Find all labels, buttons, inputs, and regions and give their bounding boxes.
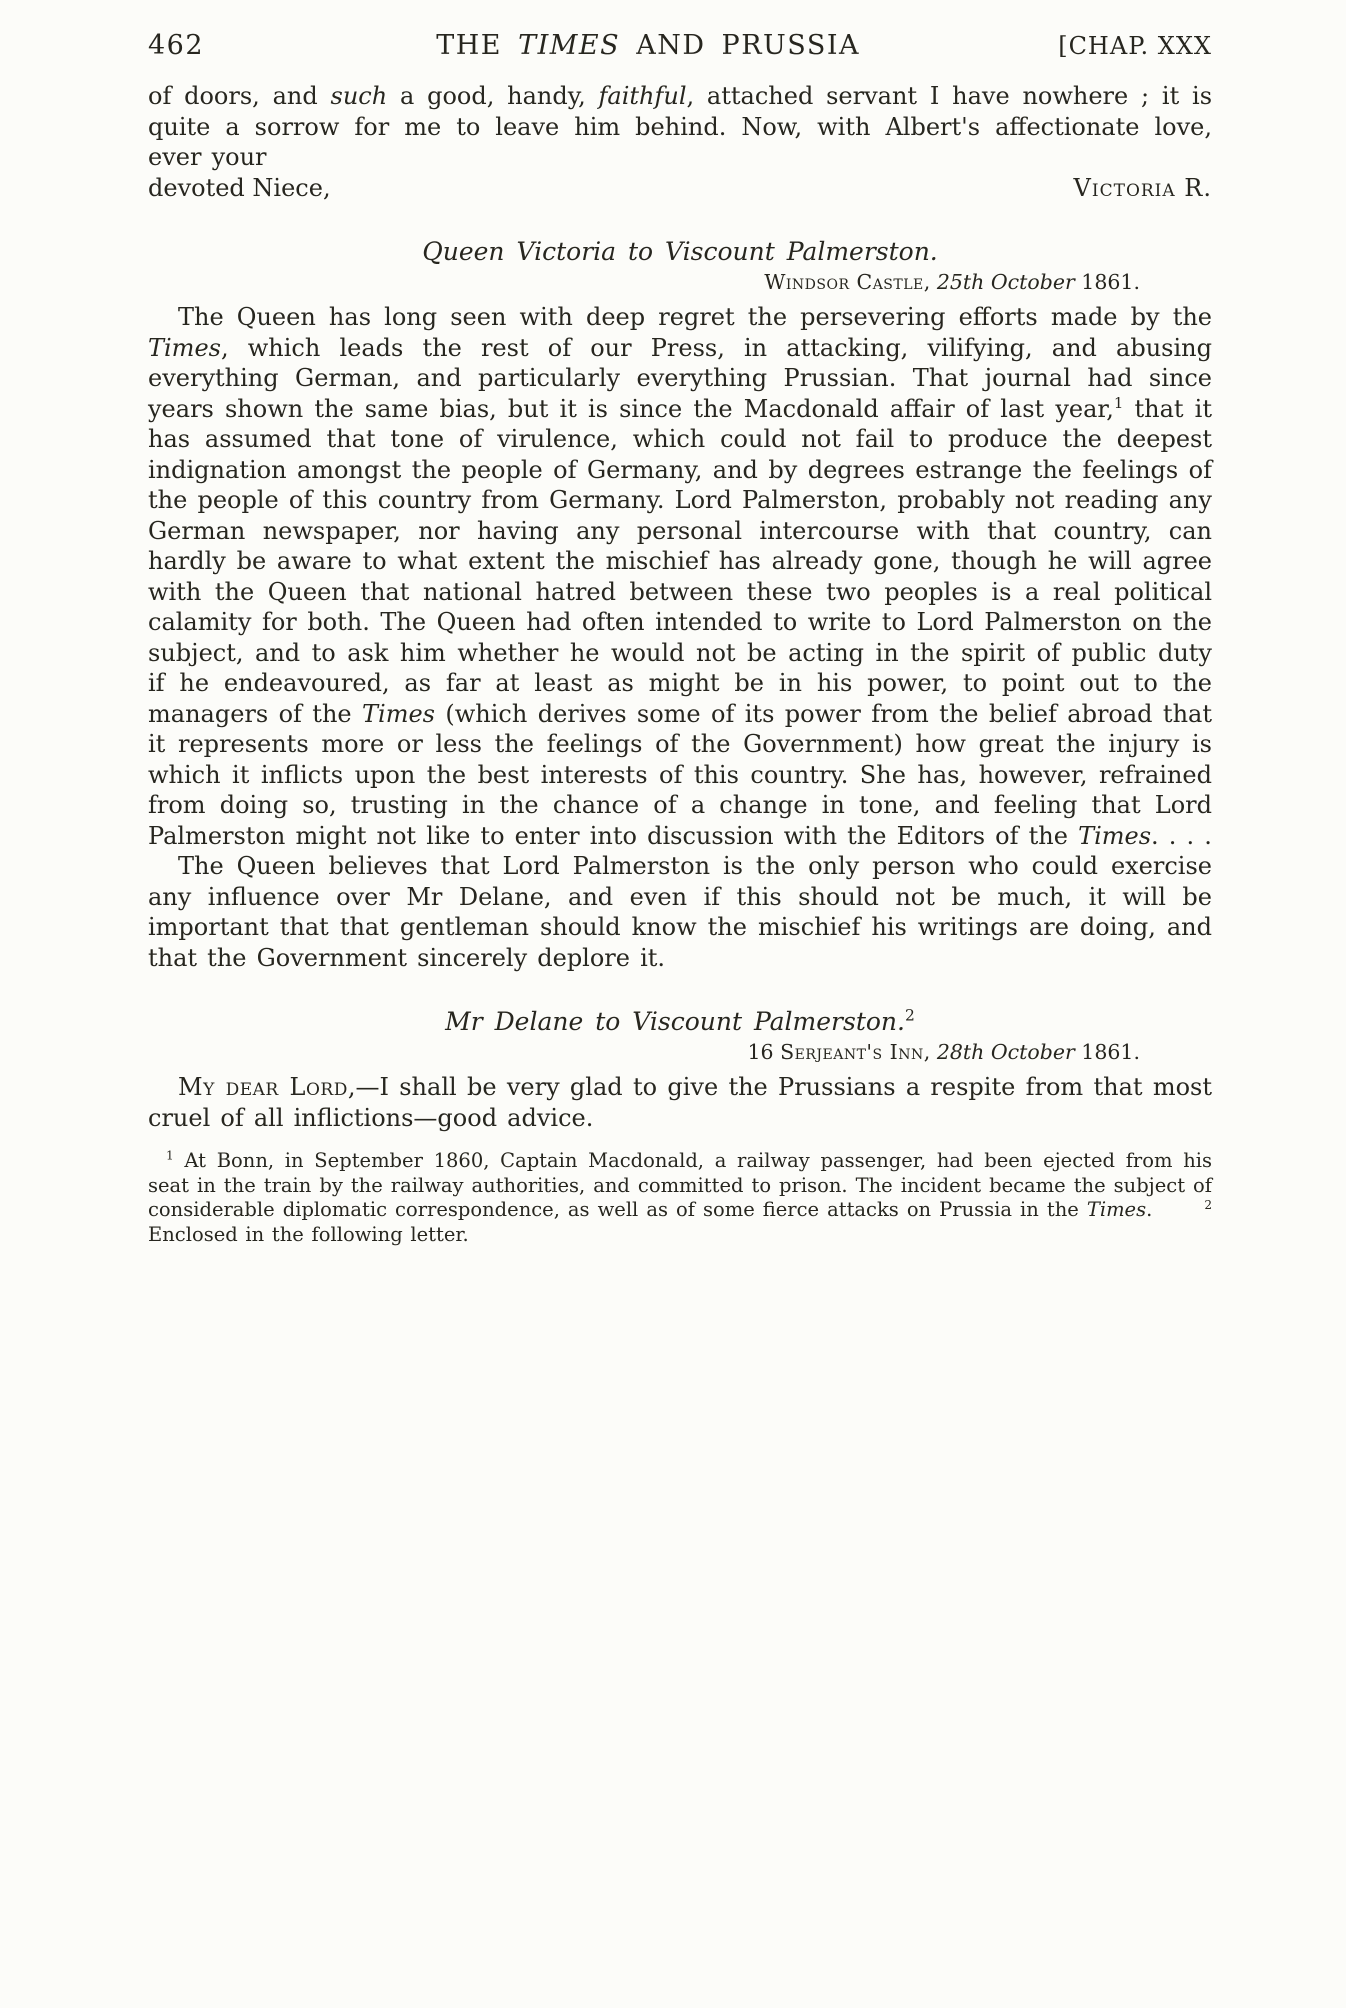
letter-paragraph: The Queen believes that Lord Palmerston is the only person who could exercise any influence over Mr Delane, and even if this should not be much, it will be important that that gentleman should know the mischief his writings are doing, and that the Government sincerely deplore it. [148,852,1212,972]
signature: Victoria R. [1073,173,1212,202]
running-title: THE TIMES AND PRUSSIA [436,30,860,61]
footnotes: $^1$ At Bonn, in September 1860, Captain Macdonald, a railway passenger, had been ejected from his seat in the train by the railway authorities, and committed to prison. The incident became the subject of considerable diplomatic correspondence, as well as of some fierce attacks on Prussia in the Times. $^2$ Enclosed in the following letter. [148,1148,1212,1246]
letter-heading: Mr Delane to Viscount Palmerston.$^2$ [445,1006,915,1036]
letter-delane-to-palmerston [148,1007,1212,1133]
dateline: Windsor Castle, 25th October 1861. [764,270,1140,294]
page-header [148,30,1212,61]
page-number: 462 [148,30,205,61]
letter-paragraph: My dear Lord,—I shall be very glad to give the Prussians a respite from that most cruel of all inflictions—good advice. [148,1073,1212,1132]
dateline: 16 Serjeant's Inn, 28th October 1861. [747,1040,1140,1064]
signature-line [148,173,1212,204]
continuation-paragraph: of doors, and such a good, handy, faithful, attached servant I have nowhere ; it is quite a sorrow for me to leave him behind. Now, with Albert's affectionate love, ever your [148,82,1213,171]
closing-text: devoted Niece, [148,173,331,202]
chapter-label: [CHAP. XXX [1058,32,1212,60]
letter-victoria-to-palmerston [148,237,1212,973]
letter-heading: Queen Victoria to Viscount Palmerston. [422,237,938,266]
letter-paragraph: The Queen has long seen with deep regret the persevering efforts made by the Times, which leads the rest of our Press, in attacking, vilifying, and abusing everything German, and particularly everything Prussian. That journal had since years shown the same bias, but it is since the Macdonald affair of last year,$^1$ that it has assumed that tone of virulence, which could not fail to produce the deepest indignation amongst the people of Germany, and by degrees estrange the feelings of the people of this country from Germany. Lord Palmerston, probably not reading any German newspaper, nor having any personal intercourse with that country, can hardly be aware to what extent the mischief has already gone, though he will agree with the Queen that national hatred between these two peoples is a real political calamity for both. The Queen had often intended to write to Lord Palmerston on the subject, and to ask him whether he would not be acting in the spirit of public duty if he endeavoured, as far at least as might be in his power, to point out to the managers of the Times (which derives some of its power from the belief abroad that it represents more or less the feelings of the Government) how great the injury is which it inflicts upon the best interests of this country. She has, however, refrained from doing so, trusting in the chance of a change in tone, and feeling that Lord Palmerston might not like to enter into discussion with the Editors of the Times. . . . [148,303,1212,850]
